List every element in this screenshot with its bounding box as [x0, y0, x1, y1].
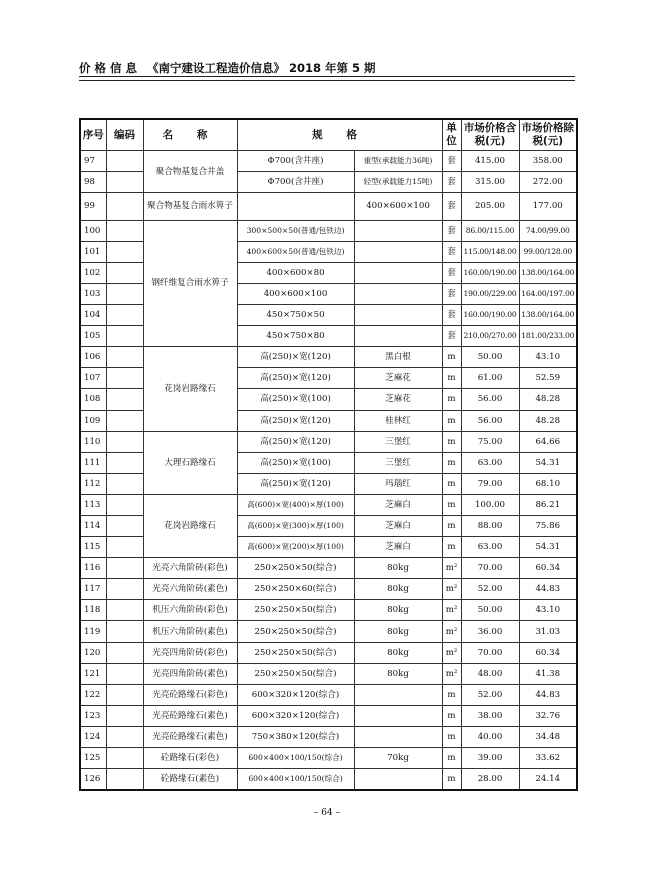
- cell-spec-b: [354, 326, 442, 347]
- cell-price-incl: 160.00/190.00: [461, 305, 519, 326]
- cell-name: 砼路缘石(素色): [143, 769, 237, 790]
- cell-spec-b: 80kg: [354, 600, 442, 621]
- cell-price-excl: 43.10: [519, 600, 577, 621]
- header-rule-thick: [79, 76, 575, 77]
- cell-spec-b: 芝麻白: [354, 516, 442, 537]
- cell-spec-a: 400×600×50(普通/包铁边): [237, 241, 354, 262]
- cell-price-incl: 315.00: [461, 172, 519, 193]
- cell-spec-a: 250×250×50(综合): [237, 621, 354, 642]
- cell-name: 光亮砼路缘石(素色): [143, 705, 237, 726]
- table-row: [80, 347, 577, 368]
- cell-seq: 101: [80, 241, 106, 262]
- cell-spec-b: 桂林红: [354, 410, 442, 431]
- cell-spec-b: 80kg: [354, 642, 442, 663]
- cell-seq: 115: [80, 537, 106, 558]
- cell-seq: 112: [80, 473, 106, 494]
- cell-seq: 120: [80, 642, 106, 663]
- cell-name: 大理石路缘石: [143, 431, 237, 494]
- cell-spec-a: 250×250×50(综合): [237, 642, 354, 663]
- cell-spec-b: 黑白根: [354, 347, 442, 368]
- cell-spec-a: 300×500×50(普通/包铁边): [237, 220, 354, 241]
- cell-price-incl: 38.00: [461, 705, 519, 726]
- cell-spec-a: 高(250)×宽(120): [237, 347, 354, 368]
- cell-seq: 124: [80, 726, 106, 747]
- cell-price-excl: 272.00: [519, 172, 577, 193]
- cell-price-excl: 75.86: [519, 516, 577, 537]
- cell-code: [106, 748, 143, 769]
- cell-seq: 110: [80, 431, 106, 452]
- cell-seq: 97: [80, 151, 106, 172]
- cell-unit: m: [442, 452, 461, 473]
- cell-unit: m: [442, 516, 461, 537]
- cell-seq: 116: [80, 558, 106, 579]
- cell-price-excl: 24.14: [519, 769, 577, 790]
- cell-spec-a: 600×320×120(综合): [237, 684, 354, 705]
- cell-price-incl: 70.00: [461, 642, 519, 663]
- table-row: [80, 558, 577, 579]
- cell-code: [106, 193, 143, 221]
- table-row: [80, 494, 577, 515]
- cell-price-incl: 79.00: [461, 473, 519, 494]
- price-table: [79, 118, 578, 791]
- cell-price-incl: 86.00/115.00: [461, 220, 519, 241]
- cell-spec-b: 80kg: [354, 579, 442, 600]
- cell-name: 聚合物基复合井盖: [143, 151, 237, 193]
- cell-spec-b: 芝麻花: [354, 389, 442, 410]
- cell-price-excl: 177.00: [519, 193, 577, 221]
- cell-spec-a: 高(600)×宽(400)×厚(100): [237, 494, 354, 515]
- cell-price-incl: 36.00: [461, 621, 519, 642]
- cell-name: 光亮砼路缘石(素色): [143, 726, 237, 747]
- table-row: [80, 642, 577, 663]
- cell-spec-a: 高(250)×宽(100): [237, 452, 354, 473]
- header-seq: 序号: [80, 119, 106, 151]
- cell-price-excl: 60.34: [519, 642, 577, 663]
- cell-price-incl: 52.00: [461, 579, 519, 600]
- cell-name: 机压六角阶砖(彩色): [143, 600, 237, 621]
- cell-seq: 117: [80, 579, 106, 600]
- cell-code: [106, 726, 143, 747]
- cell-name: 钢纤维复合雨水箅子: [143, 220, 237, 347]
- cell-unit: m²: [442, 558, 461, 579]
- cell-price-excl: 44.83: [519, 579, 577, 600]
- header-name: 名 称: [143, 119, 237, 151]
- cell-spec-b: [354, 726, 442, 747]
- cell-spec-b: 重型(承载能力36吨): [354, 151, 442, 172]
- cell-price-excl: 54.31: [519, 452, 577, 473]
- table-row: [80, 769, 577, 790]
- cell-seq: 113: [80, 494, 106, 515]
- cell-code: [106, 516, 143, 537]
- cell-code: [106, 389, 143, 410]
- cell-seq: 109: [80, 410, 106, 431]
- cell-price-excl: 31.03: [519, 621, 577, 642]
- table-row: [80, 193, 577, 221]
- cell-name: 砼路缘石(彩色): [143, 748, 237, 769]
- cell-code: [106, 769, 143, 790]
- cell-name: 光亮四角阶砖(素色): [143, 663, 237, 684]
- cell-unit: m: [442, 769, 461, 790]
- cell-unit: m: [442, 494, 461, 515]
- cell-spec-b: 80kg: [354, 558, 442, 579]
- cell-price-incl: 205.00: [461, 193, 519, 221]
- cell-price-excl: 41.38: [519, 663, 577, 684]
- cell-unit: m: [442, 705, 461, 726]
- cell-unit: m: [442, 347, 461, 368]
- cell-seq: 114: [80, 516, 106, 537]
- table-row: [80, 684, 577, 705]
- cell-unit: m²: [442, 600, 461, 621]
- cell-price-excl: 60.34: [519, 558, 577, 579]
- cell-spec-b: 芝麻白: [354, 537, 442, 558]
- table-row: [80, 220, 577, 241]
- cell-price-incl: 88.00: [461, 516, 519, 537]
- header-prefix: 价格信息: [79, 61, 141, 75]
- cell-seq: 108: [80, 389, 106, 410]
- cell-seq: 99: [80, 193, 106, 221]
- table-row: [80, 705, 577, 726]
- cell-price-excl: 138.00/164.00: [519, 305, 577, 326]
- cell-spec-b: 轻型(承载能力15吨): [354, 172, 442, 193]
- cell-price-excl: 52.59: [519, 368, 577, 389]
- cell-unit: m²: [442, 663, 461, 684]
- cell-code: [106, 431, 143, 452]
- cell-seq: 98: [80, 172, 106, 193]
- cell-price-incl: 50.00: [461, 347, 519, 368]
- cell-price-excl: 33.62: [519, 748, 577, 769]
- cell-spec-b: 芝麻白: [354, 494, 442, 515]
- cell-spec-b: [354, 220, 442, 241]
- cell-code: [106, 347, 143, 368]
- cell-price-incl: 56.00: [461, 389, 519, 410]
- cell-spec-a: Φ700(含井座): [237, 151, 354, 172]
- cell-seq: 122: [80, 684, 106, 705]
- table-header-row: [80, 119, 577, 151]
- cell-code: [106, 537, 143, 558]
- cell-seq: 111: [80, 452, 106, 473]
- header-spec: 规 格: [237, 119, 442, 151]
- cell-price-excl: 68.10: [519, 473, 577, 494]
- cell-spec-b: [354, 769, 442, 790]
- cell-price-incl: 61.00: [461, 368, 519, 389]
- cell-spec-a: 高(250)×宽(120): [237, 368, 354, 389]
- cell-spec-a: 250×250×50(综合): [237, 558, 354, 579]
- cell-unit: m: [442, 410, 461, 431]
- cell-unit: 套: [442, 151, 461, 172]
- cell-code: [106, 368, 143, 389]
- cell-spec-b: [354, 262, 442, 283]
- table-row: [80, 151, 577, 172]
- cell-unit: m: [442, 748, 461, 769]
- cell-seq: 102: [80, 262, 106, 283]
- cell-price-excl: 32.76: [519, 705, 577, 726]
- cell-code: [106, 452, 143, 473]
- cell-price-incl: 100.00: [461, 494, 519, 515]
- cell-name: 光亮六角阶砖(素色): [143, 579, 237, 600]
- cell-price-excl: 181.00/233.00: [519, 326, 577, 347]
- cell-spec-a: 750×380×120(综合): [237, 726, 354, 747]
- cell-spec-b: 80kg: [354, 663, 442, 684]
- cell-spec-a: 450×750×80: [237, 326, 354, 347]
- cell-code: [106, 326, 143, 347]
- cell-spec-a: 450×750×50: [237, 305, 354, 326]
- cell-spec-a: 250×250×50(综合): [237, 600, 354, 621]
- cell-seq: 105: [80, 326, 106, 347]
- cell-seq: 126: [80, 769, 106, 790]
- table-row: [80, 663, 577, 684]
- cell-price-incl: 56.00: [461, 410, 519, 431]
- header-rule-thin: [79, 80, 575, 81]
- cell-seq: 123: [80, 705, 106, 726]
- cell-seq: 100: [80, 220, 106, 241]
- cell-spec-a: 400×600×100: [237, 283, 354, 304]
- cell-spec-a: 250×250×60(综合): [237, 579, 354, 600]
- cell-code: [106, 151, 143, 172]
- table-row: [80, 579, 577, 600]
- cell-code: [106, 262, 143, 283]
- cell-price-incl: 63.00: [461, 452, 519, 473]
- table-row: [80, 726, 577, 747]
- cell-code: [106, 558, 143, 579]
- cell-unit: 套: [442, 305, 461, 326]
- cell-price-incl: 415.00: [461, 151, 519, 172]
- cell-price-incl: 75.00: [461, 431, 519, 452]
- header-price-excl: 市场价格除税(元): [519, 119, 577, 151]
- header-unit: 单位: [442, 119, 461, 151]
- cell-code: [106, 305, 143, 326]
- header-title: 《南宁建设工程造价信息》 2018 年第 5 期: [147, 61, 376, 75]
- cell-spec-a: 高(250)×宽(120): [237, 410, 354, 431]
- cell-name: 光亮砼路缘石(彩色): [143, 684, 237, 705]
- cell-code: [106, 705, 143, 726]
- cell-unit: m: [442, 431, 461, 452]
- cell-price-incl: 50.00: [461, 600, 519, 621]
- cell-unit: 套: [442, 326, 461, 347]
- cell-seq: 119: [80, 621, 106, 642]
- cell-code: [106, 410, 143, 431]
- cell-unit: 套: [442, 220, 461, 241]
- cell-name: 机压六角阶砖(素色): [143, 621, 237, 642]
- cell-spec-a: 250×250×50(综合): [237, 663, 354, 684]
- cell-code: [106, 241, 143, 262]
- cell-unit: m: [442, 368, 461, 389]
- cell-name: 光亮六角阶砖(彩色): [143, 558, 237, 579]
- cell-spec-b: 三堡红: [354, 452, 442, 473]
- cell-price-incl: 70.00: [461, 558, 519, 579]
- header-code: 编码: [106, 119, 143, 151]
- cell-price-incl: 48.00: [461, 663, 519, 684]
- cell-code: [106, 642, 143, 663]
- cell-name: 花岗岩路缘石: [143, 494, 237, 557]
- cell-price-incl: 52.00: [461, 684, 519, 705]
- cell-seq: 104: [80, 305, 106, 326]
- cell-spec-a: [237, 193, 354, 221]
- cell-unit: m²: [442, 579, 461, 600]
- table-row: [80, 748, 577, 769]
- cell-code: [106, 663, 143, 684]
- cell-spec-b: [354, 305, 442, 326]
- cell-price-excl: 54.31: [519, 537, 577, 558]
- cell-spec-a: 高(250)×宽(100): [237, 389, 354, 410]
- cell-unit: 套: [442, 283, 461, 304]
- cell-code: [106, 600, 143, 621]
- cell-price-incl: 40.00: [461, 726, 519, 747]
- cell-spec-b: 芝麻花: [354, 368, 442, 389]
- table-row: [80, 431, 577, 452]
- cell-spec-a: 高(600)×宽(300)×厚(100): [237, 516, 354, 537]
- cell-spec-b: [354, 684, 442, 705]
- cell-price-incl: 190.00/229.00: [461, 283, 519, 304]
- cell-seq: 106: [80, 347, 106, 368]
- cell-seq: 103: [80, 283, 106, 304]
- cell-price-excl: 164.00/197.00: [519, 283, 577, 304]
- cell-code: [106, 220, 143, 241]
- cell-price-excl: 138.00/164.00: [519, 262, 577, 283]
- cell-spec-b: 400×600×100: [354, 193, 442, 221]
- cell-seq: 125: [80, 748, 106, 769]
- cell-price-incl: 39.00: [461, 748, 519, 769]
- cell-price-incl: 28.00: [461, 769, 519, 790]
- cell-unit: m²: [442, 621, 461, 642]
- table-row: [80, 621, 577, 642]
- cell-code: [106, 473, 143, 494]
- cell-unit: 套: [442, 241, 461, 262]
- cell-price-excl: 358.00: [519, 151, 577, 172]
- cell-price-excl: 34.48: [519, 726, 577, 747]
- cell-spec-a: 600×400×100/150(综合): [237, 769, 354, 790]
- cell-spec-a: 高(600)×宽(200)×厚(100): [237, 537, 354, 558]
- cell-spec-a: 高(250)×宽(120): [237, 431, 354, 452]
- cell-code: [106, 579, 143, 600]
- cell-seq: 121: [80, 663, 106, 684]
- cell-unit: m: [442, 389, 461, 410]
- cell-unit: m: [442, 473, 461, 494]
- cell-price-excl: 74.00/99.00: [519, 220, 577, 241]
- cell-spec-b: [354, 283, 442, 304]
- cell-seq: 118: [80, 600, 106, 621]
- cell-code: [106, 172, 143, 193]
- cell-spec-b: 70kg: [354, 748, 442, 769]
- cell-code: [106, 621, 143, 642]
- cell-unit: 套: [442, 262, 461, 283]
- cell-price-excl: 64.66: [519, 431, 577, 452]
- table-row: [80, 600, 577, 621]
- cell-name: 聚合物基复合雨水箅子: [143, 193, 237, 221]
- cell-price-excl: 48.28: [519, 410, 577, 431]
- cell-spec-b: 80kg: [354, 621, 442, 642]
- cell-price-incl: 210.00/270.00: [461, 326, 519, 347]
- cell-unit: m: [442, 684, 461, 705]
- cell-spec-a: Φ700(含井座): [237, 172, 354, 193]
- cell-unit: m: [442, 537, 461, 558]
- cell-spec-b: [354, 241, 442, 262]
- cell-spec-b: 玛瑙红: [354, 473, 442, 494]
- page-number: – 64 –: [313, 808, 341, 818]
- running-header: [79, 60, 376, 76]
- cell-price-excl: 43.10: [519, 347, 577, 368]
- cell-price-excl: 86.21: [519, 494, 577, 515]
- cell-price-incl: 63.00: [461, 537, 519, 558]
- cell-spec-a: 高(250)×宽(120): [237, 473, 354, 494]
- cell-spec-a: 600×400×100/150(综合): [237, 748, 354, 769]
- cell-price-excl: 44.83: [519, 684, 577, 705]
- header-price-incl: 市场价格含税(元): [461, 119, 519, 151]
- cell-name: 光亮四角阶砖(彩色): [143, 642, 237, 663]
- cell-unit: m²: [442, 642, 461, 663]
- cell-unit: 套: [442, 193, 461, 221]
- cell-spec-b: 三堡红: [354, 431, 442, 452]
- cell-price-excl: 48.28: [519, 389, 577, 410]
- cell-spec-a: 600×320×120(综合): [237, 705, 354, 726]
- cell-name: 花岗岩路缘石: [143, 347, 237, 431]
- cell-unit: m: [442, 726, 461, 747]
- cell-spec-a: 400×600×80: [237, 262, 354, 283]
- cell-price-excl: 99.00/128.00: [519, 241, 577, 262]
- cell-code: [106, 684, 143, 705]
- cell-unit: 套: [442, 172, 461, 193]
- cell-code: [106, 283, 143, 304]
- cell-seq: 107: [80, 368, 106, 389]
- cell-price-incl: 160.00/190.00: [461, 262, 519, 283]
- cell-spec-b: [354, 705, 442, 726]
- cell-price-incl: 115.00/148.00: [461, 241, 519, 262]
- cell-code: [106, 494, 143, 515]
